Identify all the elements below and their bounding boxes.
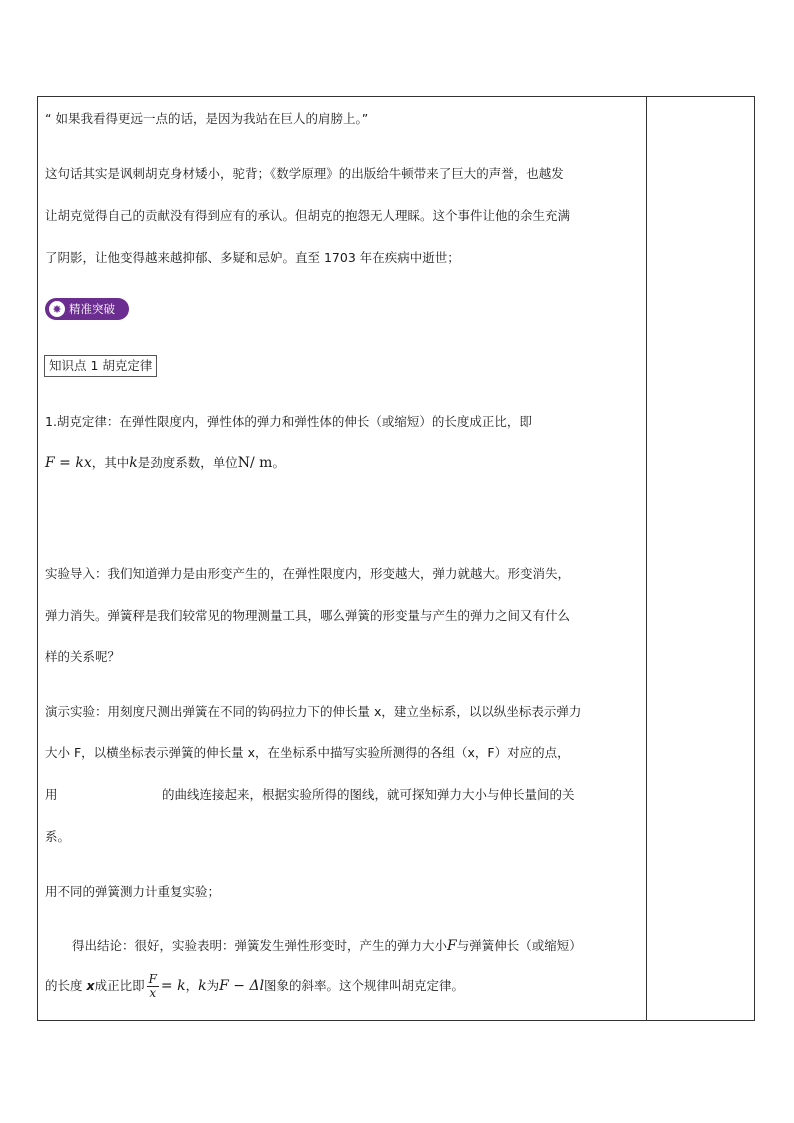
law-formula-line [45, 455, 285, 471]
knowledge-point-heading: 知识点 1 胡克定律 [44, 355, 157, 377]
intro-line-2: 弹力消失。弹簧秤是我们较常见的物理测量工具，哪么弹簧的形变量与产生的弹力之间又有什么 [45, 608, 571, 623]
quote-line: “ 如果我看得更远一点的话，是因为我站在巨人的肩膀上。” [45, 111, 369, 126]
conclusion-line-2 [45, 972, 464, 1000]
law-desc-text: 是劲度系数，单位 [137, 455, 238, 470]
conclusion-text-2e: 图象的斜率。这个规律叫胡克定律。 [264, 978, 465, 993]
conclusion-text-2a: 的长度 [45, 978, 83, 993]
repeat-line: 用不同的弹簧测力计重复实验； [45, 884, 221, 899]
demo-line-4: 系。 [45, 829, 71, 844]
conclusion-line-1 [72, 938, 582, 954]
fraction-numerator: F [148, 972, 157, 986]
intro-line-3: 样的关系呢？ [45, 649, 121, 664]
demo-line-2: 大小 F，以横坐标表示弹簧的伸长量 x，在坐标系中描写实验所测得的各组（x，F）对应的点， [45, 745, 570, 760]
law-end-text: 。 [272, 455, 285, 470]
conclusion-text-2d: 为 [206, 978, 220, 993]
fraction-rhs: = k [160, 978, 186, 994]
section-badge [45, 298, 129, 320]
story-line-1: 这句话其实是讽刺胡克身材矮小，驼背；《数学原理》的出版给牛顿带来了巨大的声誉，也越发 [45, 166, 564, 181]
conclusion-text-1b: 与弹簧伸长（或缩短） [456, 938, 582, 953]
section-badge-label: 精准突破 [69, 302, 115, 316]
conclusion-text-2c: ， [185, 978, 199, 993]
ratio-fraction [147, 973, 159, 1000]
law-definition-line: 1.胡克定律：在弹性限度内，弹性体的弹力和弹性体的伸长（或缩短）的长度成正比，即 [45, 414, 532, 429]
story-line-2: 让胡克觉得自己的贡献没有得到应有的承认。但胡克的抱怨无人理睬。这个事件让他的余生充满 [45, 208, 571, 223]
intro-line-1: 实验导入：我们知道弹力是由形变产生的，在弹性限度内，形变越大，弹力就越大。形变消失， [45, 566, 571, 581]
conclusion-text-2b: 成正比即 [94, 978, 145, 993]
law-k-symbol: k [129, 455, 138, 471]
table-column-divider [646, 96, 647, 1021]
content-table [37, 96, 755, 1021]
conclusion-k-symbol: k [198, 978, 207, 994]
law-unit: N/ m [237, 455, 273, 471]
demo-line-3b: 的曲线连接起来，根据实验所得的图线，就可探知弹力大小与伸长量间的关 [162, 787, 575, 802]
law-mid-text: ，其中 [91, 455, 130, 470]
conclusion-text-1a: 得出结论：很好，实验表明：弹簧发生弹性形变时，产生的弹力大小 [72, 938, 448, 953]
graph-label: F − Δl [219, 978, 265, 994]
demo-line-1: 演示实验：用刻度尺测出弹簧在不同的钩码拉力下的伸长量 x，建立坐标系，以以纵坐标表示弹力 [45, 704, 582, 719]
demo-line-3a: 用 [45, 787, 58, 802]
star-icon: ✸ [49, 301, 65, 317]
hooke-formula: F = kx [45, 455, 92, 471]
conclusion-x-symbol: x [86, 978, 95, 993]
conclusion-F-symbol: F [447, 938, 457, 954]
story-line-3: 了阴影，让他变得越来越抑郁、多疑和忌妒。直至 1703 年在疾病中逝世； [45, 250, 460, 265]
fraction-denominator: x [149, 986, 157, 1000]
